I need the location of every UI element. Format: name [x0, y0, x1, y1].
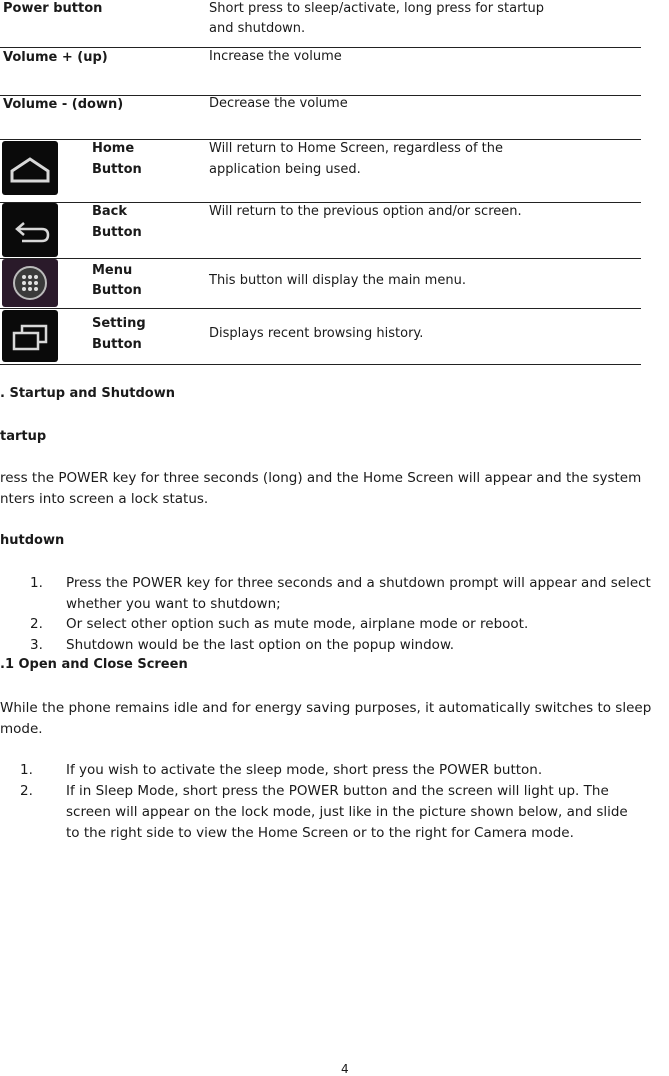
list-number: 1. [30, 575, 43, 591]
table-row-desc: Short press to sleep/activate, long press for startup [209, 1, 544, 16]
table-row-desc: Decrease the volume [209, 96, 348, 111]
list-item: If in Sleep Mode, short press the POWER button and the screen will light up. The [66, 783, 609, 799]
recent-apps-icon [2, 310, 58, 362]
home-icon [2, 141, 58, 195]
table-row-desc: application being used. [209, 162, 361, 177]
section-heading: .1 Open and Close Screen [0, 657, 188, 672]
list-item: Or select other option such as mute mode, airplane mode or reboot. [66, 616, 529, 632]
table-row-desc: This button will display the main menu. [209, 273, 466, 288]
list-item: Press the POWER key for three seconds and a shutdown prompt will appear and select [66, 575, 651, 591]
table-row-name: Button [92, 162, 142, 177]
list-item: If you wish to activate the sleep mode, short press the POWER button. [66, 762, 543, 778]
table-divider [0, 47, 641, 48]
table-row-name: Button [92, 337, 142, 352]
paragraph-line: nters into screen a lock status. [0, 491, 209, 507]
list-number: 1. [20, 762, 33, 778]
table-row-desc: and shutdown. [209, 21, 306, 36]
table-row-desc: Will return to Home Screen, regardless of the [209, 141, 504, 156]
table-row-desc: Will return to the previous option and/or screen. [209, 204, 522, 219]
table-row-desc: Displays recent browsing history. [209, 326, 424, 341]
table-divider [0, 202, 641, 203]
table-divider [0, 139, 641, 140]
table-divider [0, 308, 641, 309]
menu-grid-icon [2, 259, 58, 307]
list-item: whether you want to shutdown; [66, 596, 281, 612]
list-number: 2. [30, 616, 43, 632]
table-row-key: Power button [3, 1, 103, 16]
table-row-name: Button [92, 225, 142, 240]
section-heading: . Startup and Shutdown [0, 386, 175, 401]
table-row-name: Menu [92, 263, 133, 278]
list-item: to the right side to view the Home Screen or to the right for Camera mode. [66, 825, 574, 841]
table-row-key: Volume + (up) [3, 50, 108, 65]
table-row-name: Button [92, 283, 142, 298]
table-row-key: Volume - (down) [3, 97, 124, 112]
table-row-desc: Increase the volume [209, 49, 342, 64]
paragraph-line: ress the POWER key for three seconds (long) and the Home Screen will appear and the system [0, 470, 642, 486]
subsection-heading: hutdown [0, 533, 65, 548]
list-number: 2. [20, 783, 33, 799]
paragraph-line: While the phone remains idle and for energy saving purposes, it automatically switches to sleep [0, 700, 652, 716]
list-number: 3. [30, 637, 43, 653]
page-number: 4 [341, 1062, 349, 1076]
table-row-name: Back [92, 204, 128, 219]
back-arrow-icon [2, 203, 58, 257]
table-row-name: Home [92, 141, 135, 156]
table-divider [0, 258, 641, 259]
paragraph-line: mode. [0, 721, 43, 737]
table-divider [0, 364, 641, 365]
list-item: Shutdown would be the last option on the popup window. [66, 637, 455, 653]
table-row-name: Setting [92, 316, 146, 331]
subsection-heading: tartup [0, 429, 47, 444]
list-item: screen will appear on the lock mode, just like in the picture shown below, and slide [66, 804, 628, 820]
